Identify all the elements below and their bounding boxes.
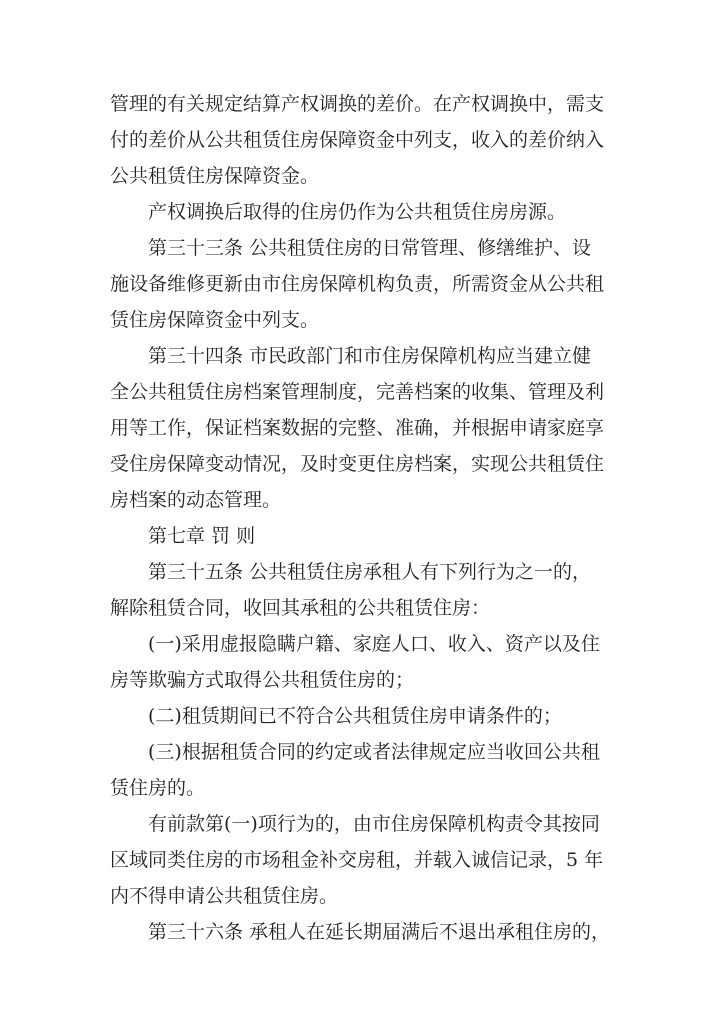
article-35-heading-line: 第三十五条 公共租赁住房承租人有下列行为之一的， (148, 561, 592, 583)
text-line: 全公共租赁住房档案管理制度，完善档案的收集、管理及利 (110, 381, 605, 403)
text-line: 房档案的动态管理。 (110, 489, 282, 511)
text-line: 解除租赁合同，收回其承租的公共租赁住房： (110, 597, 491, 619)
text-line: 受住房保障变动情况，及时变更住房档案，实现公共租赁住 (110, 453, 605, 475)
text-line: 管理的有关规定结算产权调换的差价。在产权调换中，需支 (110, 93, 605, 115)
text-line: 赁住房的。 (110, 777, 206, 799)
text-line: 房等欺骗方式取得公共租赁住房的； (110, 669, 415, 691)
text-line: 产权调换后取得的住房仍作为公共租赁住房房源。 (148, 201, 567, 223)
list-item-1-line: (一)采用虚报隐瞒户籍、家庭人口、收入、资产以及住 (148, 633, 600, 655)
text-line: 付的差价从公共租赁住房保障资金中列支，收入的差价纳入 (110, 129, 605, 151)
chapter-7-heading: 第七章 罚 则 (148, 525, 256, 547)
text-line: 施设备维修更新由市住房保障机构负责，所需资金从公共租 (110, 273, 605, 295)
text-line: 内不得申请公共租赁住房。 (110, 885, 339, 907)
text-line: 赁住房保障资金中列支。 (110, 309, 320, 331)
text-line: 区域同类住房的市场租金补交房租，并载入诚信记录，5 年 (110, 849, 604, 871)
article-33-heading-line: 第三十三条 公共租赁住房的日常管理、修缮维护、设 (148, 237, 592, 259)
article-36-heading-line: 第三十六条 承租人在延长期届满后不退出承租住房的， (148, 921, 611, 943)
text-line: 用等工作，保证档案数据的完整、准确，并根据申请家庭享 (110, 417, 605, 439)
list-item-3-line: (三)根据租赁合同的约定或者法律规定应当收回公共租 (148, 741, 600, 763)
article-34-heading-line: 第三十四条 市民政部门和市住房保障机构应当建立健 (148, 345, 592, 367)
text-line: 公共租赁住房保障资金。 (110, 165, 320, 187)
text-line: 有前款第(一)项行为的，由市住房保障机构责令其按同 (148, 813, 600, 835)
list-item-2-line: (二)租赁期间已不符合公共租赁住房申请条件的； (148, 705, 562, 727)
